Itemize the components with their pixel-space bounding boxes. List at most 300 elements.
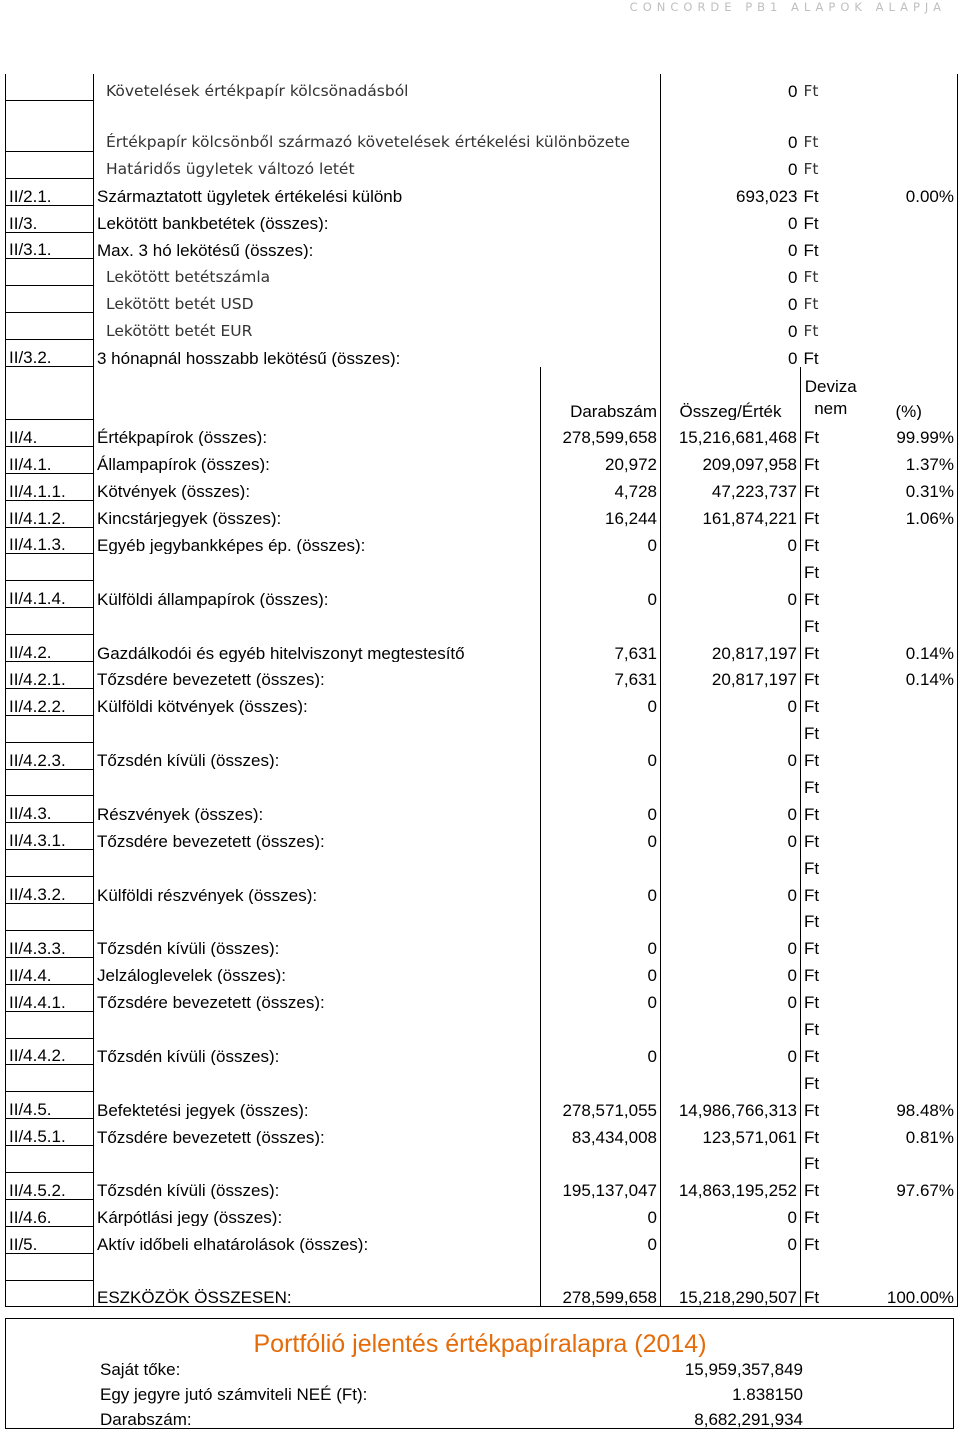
table-row <box>6 1119 958 1146</box>
row-value <box>661 769 801 796</box>
row-value: 0 <box>661 877 801 904</box>
row-value: 0 <box>661 313 801 340</box>
row-percent <box>861 877 958 904</box>
row-label: Határidős ügyletek változó letét <box>94 151 661 178</box>
row-count: 0 <box>541 527 661 554</box>
row-count: 7,631 <box>541 635 661 662</box>
summary-label: Darabszám: <box>100 1410 192 1429</box>
row-label <box>94 850 541 877</box>
row-count <box>541 769 661 796</box>
row-percent <box>861 1038 958 1065</box>
row-count: 0 <box>541 984 661 1011</box>
table-row <box>6 1038 958 1065</box>
row-value: 15,216,681,468 <box>661 420 801 447</box>
row-code <box>6 850 94 877</box>
row-label: Tőzsdére bevezetett (összes): <box>94 823 541 850</box>
row-currency: Ft <box>803 267 819 286</box>
row-count: 0 <box>541 877 661 904</box>
header-blank <box>6 367 94 420</box>
row-percent <box>861 608 958 635</box>
row-label: Egyéb jegybankképes ép. (összes): <box>94 527 541 554</box>
row-percent <box>861 769 958 796</box>
row-percent <box>861 1011 958 1038</box>
table-row <box>6 151 958 178</box>
row-label: Kárpótlási jegy (összes): <box>94 1199 541 1226</box>
row-percent <box>861 904 958 931</box>
row-code <box>6 608 94 635</box>
row-label: Max. 3 hó lekötésű (összes): <box>94 232 661 259</box>
row-code: II/3. <box>6 205 94 232</box>
row-code <box>6 151 94 178</box>
row-code: II/4.2.1. <box>6 662 94 689</box>
portfolio-table <box>5 74 958 1307</box>
table-row <box>6 420 958 447</box>
table-row <box>6 178 958 205</box>
table-row <box>6 715 958 742</box>
row-label <box>94 769 541 796</box>
row-count <box>541 1011 661 1038</box>
row-label: Gazdálkodói és egyéb hitelviszonyt megtestesítő <box>94 635 541 662</box>
row-label: Származtatott ügyletek értékelési különb <box>94 178 661 205</box>
row-percent <box>861 1226 958 1253</box>
row-percent <box>861 259 958 286</box>
row-currency: Ft <box>803 321 819 340</box>
row-currency: Ft <box>801 984 861 1011</box>
table-row <box>6 1226 958 1253</box>
table-row <box>6 1146 958 1173</box>
row-percent <box>861 527 958 554</box>
row-percent: 97.67% <box>861 1172 958 1199</box>
row-count <box>541 1146 661 1173</box>
row-code: II/4.2.3. <box>6 742 94 769</box>
summary-table <box>5 1318 954 1429</box>
row-count: 0 <box>541 1199 661 1226</box>
summary-title: Portfólió jelentés értékpapíralapra (2014) <box>253 1330 707 1358</box>
row-currency: Ft <box>803 348 819 367</box>
row-value <box>661 715 801 742</box>
row-value: 0 <box>661 340 801 367</box>
row-value <box>661 1146 801 1173</box>
row-code: II/4.4.2. <box>6 1038 94 1065</box>
row-label <box>94 1146 541 1173</box>
row-code: II/3.1. <box>6 232 94 259</box>
table-row <box>6 74 958 100</box>
row-code: II/4.5. <box>6 1092 94 1119</box>
row-count: 7,631 <box>541 662 661 689</box>
row-currency: Ft <box>801 581 861 608</box>
row-count: 278,599,658 <box>541 420 661 447</box>
row-value: 20,817,197 <box>661 662 801 689</box>
row-count: 20,972 <box>541 446 661 473</box>
row-value: 0 <box>661 100 801 151</box>
column-header-currency: Deviza nem <box>801 367 861 420</box>
row-count: 0 <box>541 823 661 850</box>
row-value: 0 <box>661 688 801 715</box>
row-value: 0 <box>661 205 801 232</box>
row-value: 0 <box>661 259 801 286</box>
row-currency: Ft <box>801 1011 861 1038</box>
table-row <box>6 446 958 473</box>
row-label: Tőzsdére bevezetett (összes): <box>94 662 541 689</box>
row-currency: Ft <box>803 82 819 101</box>
row-label <box>94 608 541 635</box>
row-label: Lekötött betét EUR <box>94 313 661 340</box>
row-percent <box>861 554 958 581</box>
row-currency: Ft <box>801 823 861 850</box>
row-code <box>6 1253 94 1280</box>
row-code <box>6 259 94 286</box>
row-currency: Ft <box>803 294 819 313</box>
row-code <box>6 769 94 796</box>
row-percent <box>861 796 958 823</box>
row-value: 0 <box>661 1226 801 1253</box>
row-percent <box>861 151 958 178</box>
row-code: II/4.1. <box>6 446 94 473</box>
row-code: II/4.3.2. <box>6 877 94 904</box>
row-code <box>6 715 94 742</box>
row-value: 14,863,195,252 <box>661 1172 801 1199</box>
row-currency: Ft <box>801 715 861 742</box>
row-currency: Ft <box>803 240 819 259</box>
table-row <box>6 930 958 957</box>
row-currency: Ft <box>801 1119 861 1146</box>
row-code: II/4.3.1. <box>6 823 94 850</box>
row-value: 0 <box>661 581 801 608</box>
row-code <box>6 100 94 151</box>
row-label: Külföldi állampapírok (összes): <box>94 581 541 608</box>
table-row <box>6 688 958 715</box>
table-row <box>6 340 958 367</box>
row-count: 4,728 <box>541 473 661 500</box>
row-label <box>94 554 541 581</box>
row-label: Tőzsdén kívüli (összes): <box>94 742 541 769</box>
table-row <box>6 823 958 850</box>
row-currency: Ft <box>803 160 819 179</box>
row-count <box>541 1065 661 1092</box>
row-currency: Ft <box>801 527 861 554</box>
row-code: II/4.2.2. <box>6 688 94 715</box>
row-value: 123,571,061 <box>661 1119 801 1146</box>
table-row <box>6 1065 958 1092</box>
summary-value: 8,682,291,934 <box>694 1410 804 1429</box>
summary-row <box>6 1378 954 1403</box>
row-code: II/4. <box>6 420 94 447</box>
row-currency: Ft <box>803 187 819 206</box>
header-blank <box>94 367 541 420</box>
summary-value: 15,959,357,849 <box>684 1360 804 1379</box>
row-label <box>94 1253 541 1280</box>
row-label <box>94 904 541 931</box>
table-row <box>6 232 958 259</box>
row-percent <box>861 313 958 340</box>
row-value: 0 <box>661 286 801 313</box>
row-label <box>94 715 541 742</box>
row-percent <box>861 581 958 608</box>
column-header-percent: (%) <box>861 367 958 420</box>
row-code: II/4.4.1. <box>6 984 94 1011</box>
row-count <box>541 850 661 877</box>
row-value: 0 <box>661 74 801 100</box>
table-row <box>6 984 958 1011</box>
table-row <box>6 1011 958 1038</box>
row-code: II/4.6. <box>6 1199 94 1226</box>
row-percent: 0.31% <box>861 473 958 500</box>
row-percent <box>861 1065 958 1092</box>
row-currency: Ft <box>801 688 861 715</box>
row-count: 0 <box>541 1038 661 1065</box>
row-code: II/4.3. <box>6 796 94 823</box>
row-currency: Ft <box>801 1065 861 1092</box>
table-row <box>6 796 958 823</box>
row-value: 0 <box>661 1038 801 1065</box>
row-value: 209,097,958 <box>661 446 801 473</box>
row-label: Állampapírok (összes): <box>94 446 541 473</box>
row-code: II/4.2. <box>6 635 94 662</box>
row-percent <box>861 1146 958 1173</box>
row-label: Tőzsdén kívüli (összes): <box>94 1172 541 1199</box>
row-code <box>6 1011 94 1038</box>
row-label: Tőzsdén kívüli (összes): <box>94 1038 541 1065</box>
row-label: ESZKÖZÖK ÖSSZESEN: <box>94 1280 541 1307</box>
row-label: Értékpapírok (összes): <box>94 420 541 447</box>
row-count <box>541 1253 661 1280</box>
row-label: Lekötött betét USD <box>94 286 661 313</box>
table-row <box>6 100 958 151</box>
row-count: 0 <box>541 957 661 984</box>
row-currency: Ft <box>801 608 861 635</box>
row-code: II/3.2. <box>6 340 94 367</box>
row-currency: Ft <box>801 850 861 877</box>
row-label: Követelések értékpapír kölcsönadásból <box>94 74 661 100</box>
row-count: 0 <box>541 796 661 823</box>
row-value: 0 <box>661 984 801 1011</box>
row-label: Kötvények (összes): <box>94 473 541 500</box>
row-percent: 0.00% <box>861 178 958 205</box>
row-currency: Ft <box>803 214 819 233</box>
table-row <box>6 1280 958 1307</box>
row-code: II/4.3.3. <box>6 930 94 957</box>
table-row <box>6 286 958 313</box>
row-label <box>94 1065 541 1092</box>
table-row <box>6 1172 958 1199</box>
row-percent <box>861 1199 958 1226</box>
row-value: 0 <box>661 742 801 769</box>
row-currency: Ft <box>801 554 861 581</box>
row-label: Tőzsdére bevezetett (összes): <box>94 1119 541 1146</box>
row-count <box>541 554 661 581</box>
table-row <box>6 635 958 662</box>
table-row <box>6 662 958 689</box>
row-label: 3 hónapnál hosszabb lekötésű (összes): <box>94 340 661 367</box>
row-currency: Ft <box>801 446 861 473</box>
row-percent <box>861 823 958 850</box>
row-percent: 98.48% <box>861 1092 958 1119</box>
row-count: 0 <box>541 1226 661 1253</box>
row-label: Tőzsdén kívüli (összes): <box>94 930 541 957</box>
row-label: Jelzáloglevelek (összes): <box>94 957 541 984</box>
table-row <box>6 850 958 877</box>
row-code <box>6 286 94 313</box>
row-count: 0 <box>541 581 661 608</box>
column-header-count: Darabszám <box>541 367 661 420</box>
row-code: II/2.1. <box>6 178 94 205</box>
table-row <box>6 581 958 608</box>
row-code <box>6 313 94 340</box>
row-percent: 1.06% <box>861 500 958 527</box>
row-currency: Ft <box>801 1038 861 1065</box>
row-currency: Ft <box>801 662 861 689</box>
row-label <box>94 1011 541 1038</box>
row-count <box>541 608 661 635</box>
row-percent <box>861 850 958 877</box>
table-row <box>6 1092 958 1119</box>
row-code: II/4.5.1. <box>6 1119 94 1146</box>
row-code: II/4.4. <box>6 957 94 984</box>
row-percent <box>861 74 958 100</box>
row-count: 16,244 <box>541 500 661 527</box>
page-header <box>0 0 960 14</box>
row-percent <box>861 100 958 151</box>
row-code <box>6 1280 94 1307</box>
row-label: Kincstárjegyek (összes): <box>94 500 541 527</box>
row-value: 693,023 <box>661 178 801 205</box>
row-code <box>6 1065 94 1092</box>
row-value: 0 <box>661 1199 801 1226</box>
row-percent: 100.00% <box>861 1280 958 1307</box>
table-row <box>6 473 958 500</box>
row-currency: Ft <box>801 635 861 662</box>
row-count <box>541 715 661 742</box>
row-code: II/4.1.3. <box>6 527 94 554</box>
row-percent <box>861 984 958 1011</box>
row-label: Befektetési jegyek (összes): <box>94 1092 541 1119</box>
row-currency: Ft <box>801 420 861 447</box>
column-header-row <box>6 367 958 420</box>
row-value: 0 <box>661 930 801 957</box>
row-code <box>6 554 94 581</box>
row-value <box>661 1253 801 1280</box>
row-percent: 99.99% <box>861 420 958 447</box>
table-row <box>6 957 958 984</box>
row-percent <box>861 930 958 957</box>
row-count: 195,137,047 <box>541 1172 661 1199</box>
row-percent <box>861 205 958 232</box>
table-row <box>6 1199 958 1226</box>
row-label: Külföldi kötvények (összes): <box>94 688 541 715</box>
summary-row <box>6 1403 954 1429</box>
row-code: II/4.1.4. <box>6 581 94 608</box>
table-row <box>6 205 958 232</box>
summary-label: Saját tőke: <box>100 1360 181 1379</box>
row-percent <box>861 715 958 742</box>
row-value: 0 <box>661 232 801 259</box>
row-value: 0 <box>661 527 801 554</box>
summary-value: 1.838150 <box>732 1385 804 1404</box>
row-value: 20,817,197 <box>661 635 801 662</box>
table-row <box>6 313 958 340</box>
row-value: 161,874,221 <box>661 500 801 527</box>
row-percent <box>861 232 958 259</box>
summary-label: Egy jegyre jutó számviteli NEÉ (Ft): <box>100 1385 368 1404</box>
table-row <box>6 259 958 286</box>
row-currency: Ft <box>801 796 861 823</box>
row-currency: Ft <box>801 1226 861 1253</box>
row-percent <box>861 688 958 715</box>
row-value: 0 <box>661 796 801 823</box>
row-label: Tőzsdére bevezetett (összes): <box>94 984 541 1011</box>
row-value <box>661 608 801 635</box>
table-row <box>6 904 958 931</box>
row-label: Értékpapír kölcsönből származó követelések értékelési különbözete <box>94 100 661 151</box>
row-value: 0 <box>661 151 801 178</box>
row-count: 0 <box>541 688 661 715</box>
row-currency: Ft <box>801 742 861 769</box>
row-label: Lekötött bankbetétek (összes): <box>94 205 661 232</box>
row-value <box>661 554 801 581</box>
row-count: 0 <box>541 930 661 957</box>
row-percent <box>861 1253 958 1280</box>
row-value <box>661 850 801 877</box>
row-code: II/4.1.2. <box>6 500 94 527</box>
row-count: 0 <box>541 742 661 769</box>
row-percent <box>861 742 958 769</box>
row-count <box>541 904 661 931</box>
column-header-value: Összeg/Érték <box>661 367 801 420</box>
row-percent <box>861 286 958 313</box>
row-currency: Ft <box>801 1199 861 1226</box>
row-value <box>661 1065 801 1092</box>
row-percent <box>861 340 958 367</box>
row-value: 0 <box>661 823 801 850</box>
row-currency: Ft <box>801 1280 861 1307</box>
row-currency: Ft <box>803 133 819 152</box>
row-value: 47,223,737 <box>661 473 801 500</box>
table-row <box>6 554 958 581</box>
row-count: 83,434,008 <box>541 1119 661 1146</box>
row-value <box>661 1011 801 1038</box>
row-percent <box>861 957 958 984</box>
row-code: II/5. <box>6 1226 94 1253</box>
row-currency: Ft <box>801 769 861 796</box>
row-currency <box>801 1253 861 1280</box>
row-percent: 1.37% <box>861 446 958 473</box>
row-label: Külföldi részvények (összes): <box>94 877 541 904</box>
row-currency: Ft <box>801 930 861 957</box>
row-currency: Ft <box>801 1172 861 1199</box>
row-label: Aktív időbeli elhatárolások (összes): <box>94 1226 541 1253</box>
table-row <box>6 742 958 769</box>
row-count: 278,599,658 <box>541 1280 661 1307</box>
table-row <box>6 769 958 796</box>
row-code: II/4.5.2. <box>6 1172 94 1199</box>
table-row <box>6 877 958 904</box>
row-currency: Ft <box>801 500 861 527</box>
row-percent: 0.14% <box>861 635 958 662</box>
row-label: Részvények (összes): <box>94 796 541 823</box>
table-row <box>6 527 958 554</box>
table-row <box>6 1253 958 1280</box>
row-code <box>6 904 94 931</box>
row-value: 0 <box>661 957 801 984</box>
row-percent: 0.81% <box>861 1119 958 1146</box>
row-count: 278,571,055 <box>541 1092 661 1119</box>
row-value <box>661 904 801 931</box>
row-value: 15,218,290,507 <box>661 1280 801 1307</box>
row-label: Lekötött betétszámla <box>94 259 661 286</box>
row-code <box>6 1146 94 1173</box>
row-currency: Ft <box>801 1146 861 1173</box>
row-currency: Ft <box>801 473 861 500</box>
